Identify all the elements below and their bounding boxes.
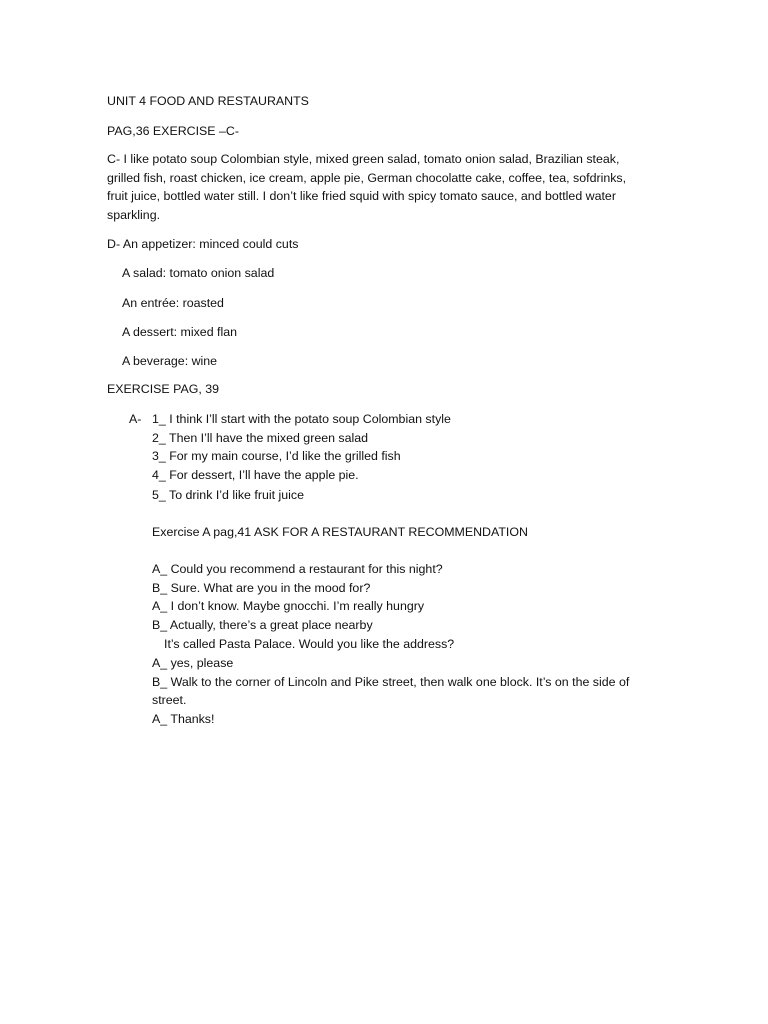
exercise-39-heading: EXERCISE PAG, 39: [107, 382, 220, 396]
exercise-41-heading: Exercise A pag,41 ASK FOR A RESTAURANT RECOMMENDATION: [152, 525, 528, 539]
exercise-c-heading: PAG,36 EXERCISE –C-: [107, 124, 239, 138]
dialogue-line: B_ Actually, there’s a great place nearby: [152, 618, 373, 632]
document-title: UNIT 4 FOOD AND RESTAURANTS: [107, 94, 309, 108]
dialogue-line: A_ yes, please: [152, 656, 234, 670]
exercise-39-item: 5_ To drink I’d like fruit juice: [152, 488, 304, 502]
dialogue-line: A_ Could you recommend a restaurant for this night?: [152, 562, 443, 576]
dialogue-line: A_ I don’t know. Maybe gnocchi. I’m really hungry: [152, 599, 425, 613]
dialogue-line: street.: [152, 693, 187, 707]
exercise-39-item: 3_ For my main course, I’d like the grilled fish: [152, 449, 401, 463]
dialogue-line: B_ Sure. What are you in the mood for?: [152, 581, 371, 595]
exercise-39-item: 2_ Then I’ll have the mixed green salad: [152, 431, 369, 445]
dialogue-line: It’s called Pasta Palace. Would you like the address?: [164, 637, 455, 651]
dialogue-line: B_ Walk to the corner of Lincoln and Pike street, then walk one block. It’s on the side of: [152, 675, 630, 689]
exercise-d-entree: An entrée: roasted: [122, 296, 224, 310]
exercise-c-paragraph: C- I like potato soup Colombian style, mixed green salad, tomato onion salad, Brazilian steak, grilled fish, roast chicken, ice cream, apple pie, German chocolatte cake, coffee, tea, sofdrinks, fruit juice, bottled water still. I don’t like fried squid with spicy tomato sauce, and bottled water sparkling.: [107, 152, 627, 223]
exercise-39-item: 1_ I think I’ll start with the potato soup Colombian style: [152, 412, 451, 426]
dialogue-line: A_ Thanks!: [152, 712, 215, 726]
exercise-d-dessert: A dessert: mixed flan: [122, 325, 238, 339]
exercise-d-salad: A salad: tomato onion salad: [122, 266, 275, 280]
exercise-d-appetizer: D- An appetizer: minced could cuts: [107, 237, 299, 251]
exercise-d-beverage: A beverage: wine: [122, 354, 218, 368]
exercise-39-marker: A-: [129, 412, 142, 426]
exercise-39-item: 4_ For dessert, I’ll have the apple pie.: [152, 468, 359, 482]
